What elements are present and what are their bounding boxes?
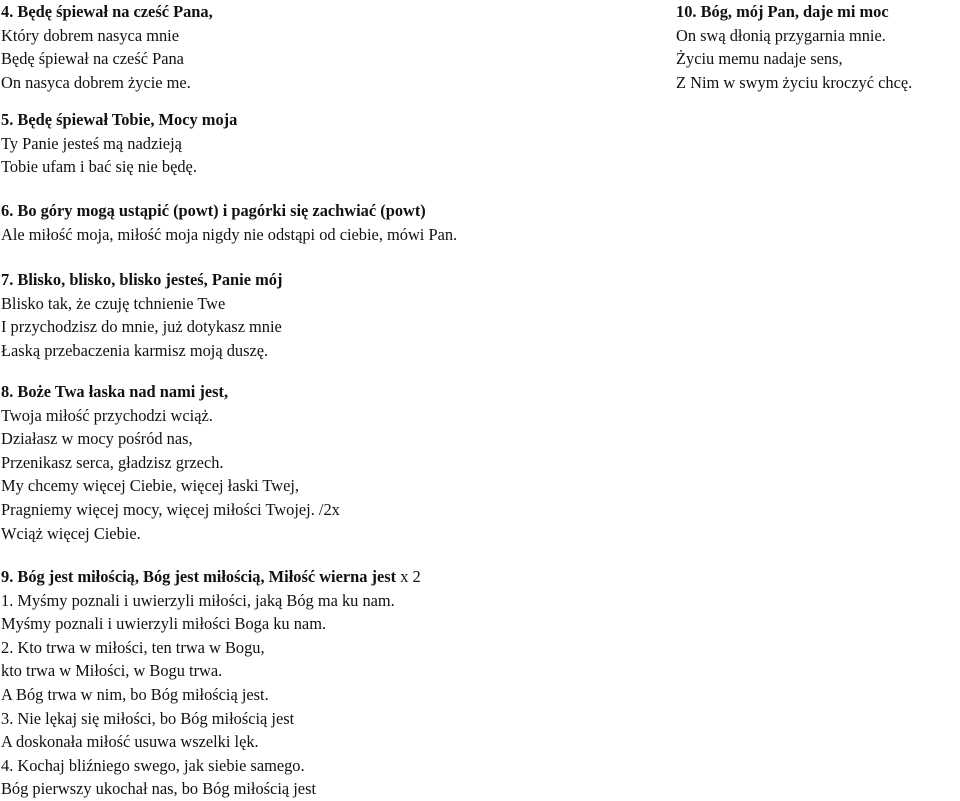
stanza-8-line-6: Wciąż więcej Ciebie. (1, 523, 141, 543)
stanza-10 (676, 0, 912, 94)
stanza-9-line-3: 2. Kto trwa w miłości, ten trwa w Bogu, (1, 637, 265, 657)
stanza-9-heading (1, 565, 421, 589)
stanza-5-line-1: Ty Panie jesteś mą nadzieją (1, 133, 182, 153)
stanza-9-heading-text: 9. Bóg jest miłością, Bóg jest miłością, Miłość wierna jest (1, 567, 397, 586)
stanza-7-line-1: Blisko tak, że czuję tchnienie Twe (1, 293, 226, 313)
stanza-4-line-2: Będę śpiewał na cześć Pana (1, 49, 184, 69)
stanza-8-line-1: Twoja miłość przychodzi wciąż. (1, 405, 213, 425)
stanza-6-heading: 6. Bo góry mogą ustąpić (powt) i pagórki się zachwiać (powt) (1, 201, 426, 220)
stanza-4-line-1: Który dobrem nasyca mnie (1, 25, 179, 45)
stanza-8-heading: 8. Boże Twa łaska nad nami jest, (1, 382, 229, 401)
stanza-7-line-2: I przychodzisz do mnie, już dotykasz mnie (1, 317, 282, 337)
stanza-9-line-2: Myśmy poznali i uwierzyli miłości Boga ku nam. (1, 614, 327, 634)
stanza-10-line-3: Z Nim w swym życiu kroczyć chcę. (676, 72, 913, 92)
stanza-7-line-3: Łaską przebaczenia karmisz moją duszę. (1, 340, 269, 360)
stanza-8-line-3: Przenikasz serca, gładzisz grzech. (1, 452, 224, 472)
stanza-9-heading-suffix: x 2 (396, 567, 421, 586)
stanza-9-line-8: 4. Kochaj bliźniego swego, jak siebie samego. (1, 755, 305, 775)
stanza-10-line-1: On swą dłonią przygarnia mnie. (676, 25, 886, 45)
stanza-7 (1, 268, 282, 362)
stanza-8-line-2: Działasz w mocy pośród nas, (1, 429, 193, 449)
stanza-7-heading: 7. Blisko, blisko, blisko jesteś, Panie mój (1, 270, 283, 289)
stanza-5-line-2: Tobie ufam i bać się nie będę. (1, 157, 197, 177)
stanza-9-line-1: 1. Myśmy poznali i uwierzyli miłości, jaką Bóg ma ku nam. (1, 590, 395, 610)
stanza-9 (1, 565, 421, 801)
stanza-4-heading: 4. Będę śpiewał na cześć Pana, (1, 2, 213, 21)
stanza-6 (1, 199, 457, 246)
stanza-9-line-9: Bóg pierwszy ukochał nas, bo Bóg miłością jest (1, 779, 317, 799)
stanza-4 (1, 0, 213, 94)
stanza-8-line-4: My chcemy więcej Ciebie, więcej łaski Twej, (1, 476, 300, 496)
stanza-9-line-4: kto trwa w Miłości, w Bogu trwa. (1, 661, 223, 681)
stanza-5-heading: 5. Będę śpiewał Tobie, Mocy moja (1, 110, 238, 129)
stanza-5 (1, 108, 237, 179)
stanza-4-line-3: On nasyca dobrem życie me. (1, 72, 191, 92)
stanza-9-line-5: A Bóg trwa w nim, bo Bóg miłością jest. (1, 684, 269, 704)
stanza-10-line-2: Życiu memu nadaje sens, (676, 49, 843, 69)
stanza-10-heading: 10. Bóg, mój Pan, daje mi moc (676, 2, 889, 21)
stanza-8 (1, 380, 340, 545)
stanza-6-line-1: Ale miłość moja, miłość moja nigdy nie odstąpi od ciebie, mówi Pan. (1, 224, 458, 244)
stanza-9-line-6: 3. Nie lękaj się miłości, bo Bóg miłością jest (1, 708, 295, 728)
stanza-9-line-7: A doskonała miłość usuwa wszelki lęk. (1, 732, 259, 752)
stanza-8-line-5: Pragniemy więcej mocy, więcej miłości Twojej. /2x (1, 499, 340, 519)
